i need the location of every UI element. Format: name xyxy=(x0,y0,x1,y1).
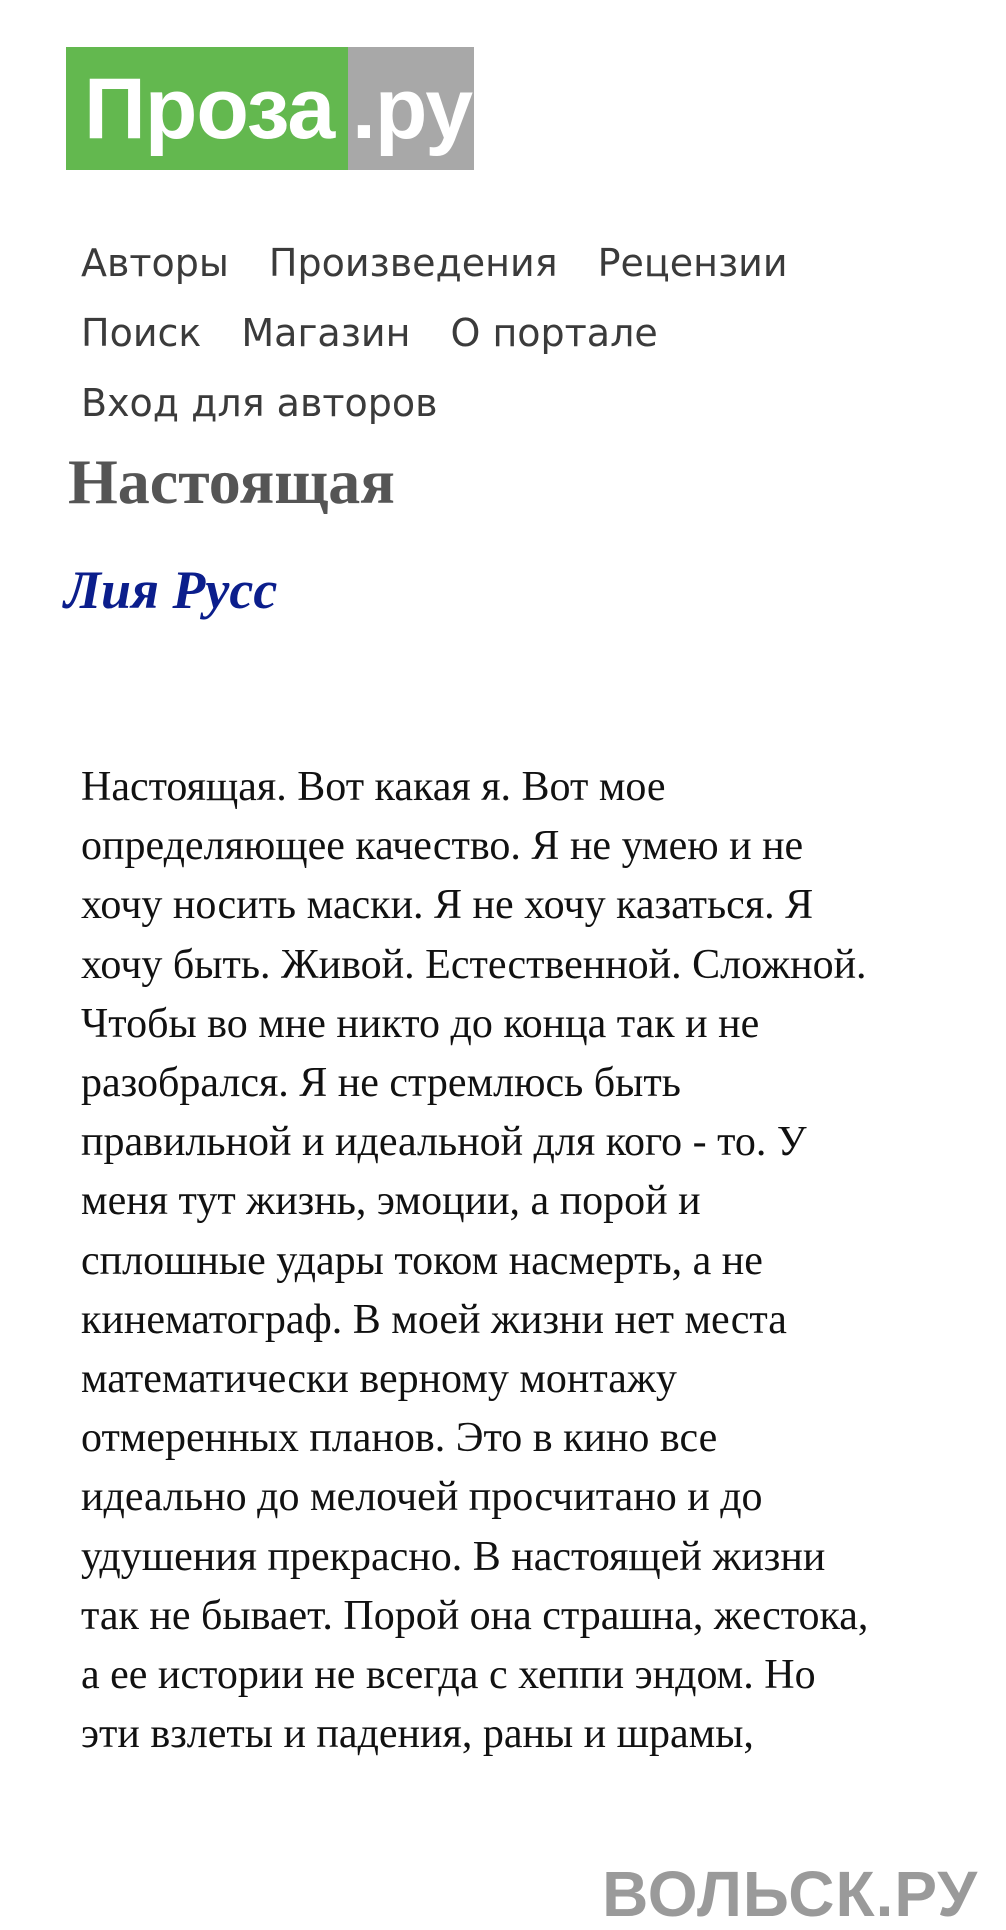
author-link[interactable]: Лия Русс xyxy=(64,560,278,620)
nav-row xyxy=(81,368,941,438)
nav-link-reviews[interactable]: Рецензии xyxy=(597,241,788,285)
site-logo[interactable] xyxy=(66,47,474,170)
logo-text-proza: Проза xyxy=(84,60,335,157)
logo-right-block xyxy=(348,47,474,170)
work-body xyxy=(81,758,881,1764)
work-title: Настоящая xyxy=(68,446,395,517)
nav-link-author-login[interactable]: Вход для авторов xyxy=(81,381,438,425)
nav-row xyxy=(81,298,941,368)
body-paragraph: Настоящая. Вот какая я. Вот мое определяющее качество. Я не умею и не хочу носить маски. Я не хочу казаться. Я хочу быть. Живой. Естественной. Сложной. xyxy=(81,764,867,988)
logo-left-block xyxy=(66,47,348,170)
nav-link-search[interactable]: Поиск xyxy=(81,311,202,355)
nav-link-works[interactable]: Произведения xyxy=(268,241,558,285)
nav-link-shop[interactable]: Магазин xyxy=(241,311,411,355)
nav-link-authors[interactable]: Авторы xyxy=(81,241,229,285)
body-paragraph: Чтобы во мне никто до конца так и не разобрался. Я не стремлюсь быть правильной и идеальной для кого - то. У меня тут жизнь, эмоции, а порой и сплошные удары током насмерть, а не кинематограф. В моей жизни нет места математически верному монтажу отмеренных планов. Это в кино все идеально до мелочей просчитано и до удушения прекрасно. В настоящей жизни так не бывает. Порой она страшна, жестока, а ее истории не всегда с хеппи эндом. Но эти взлеты и падения, раны и шрамы, xyxy=(81,1000,869,1758)
logo-text-ru: .ру xyxy=(352,60,473,157)
watermark-logo: ВОЛЬСК.РУ xyxy=(602,1858,978,1930)
nav-link-about[interactable]: О портале xyxy=(450,311,658,355)
nav-row xyxy=(81,228,941,298)
main-navigation xyxy=(81,228,941,438)
